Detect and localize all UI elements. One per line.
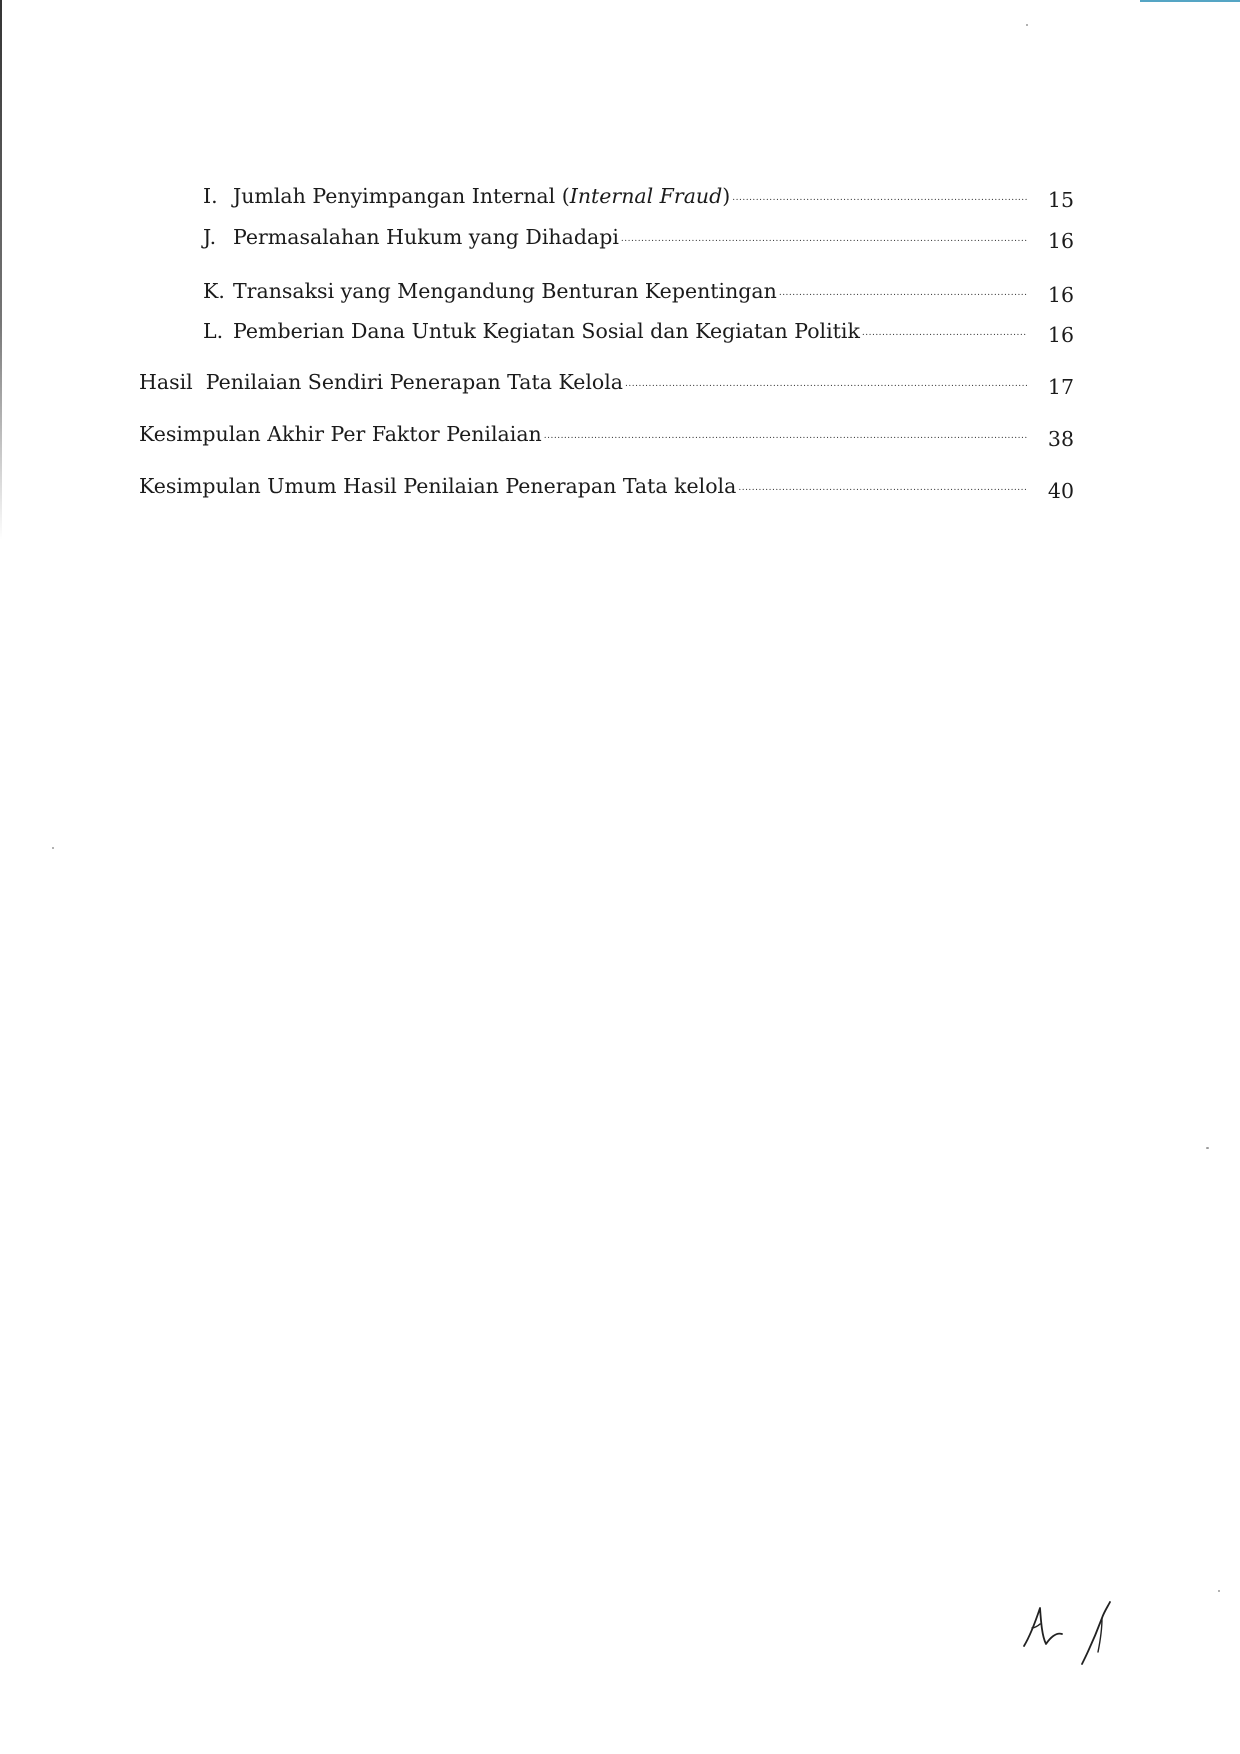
toc-entry-title: Pemberian Dana Untuk Kegiatan Sosial dan Kegiatan Politik [233, 319, 860, 343]
toc-entry[interactable] [203, 184, 1031, 209]
toc-dot-leader [862, 328, 1027, 344]
toc-dot-leader [625, 379, 1027, 395]
toc-entry[interactable] [139, 474, 1031, 499]
toc-entry[interactable] [203, 319, 1031, 344]
toc-entry[interactable] [203, 279, 1031, 304]
toc-entry-title: Permasalahan Hukum yang Dihadapi [233, 225, 619, 249]
toc-entry-page-number: 15 [1047, 188, 1074, 212]
toc-entry[interactable] [139, 422, 1031, 447]
toc-dot-leader [732, 193, 1027, 209]
toc-entry-title: Kesimpulan Umum Hasil Penilaian Penerapan Tata kelola [139, 474, 737, 498]
toc-entry-page-number: 16 [1047, 323, 1074, 347]
toc-dot-leader [779, 288, 1027, 304]
toc-entry-marker: L. [203, 319, 224, 343]
toc-entry-page-number: 40 [1047, 479, 1074, 503]
toc-entry-page-number: 16 [1047, 283, 1074, 307]
toc-entry[interactable] [139, 370, 1031, 395]
toc-entry[interactable] [203, 225, 1031, 250]
toc-entry-title: Kesimpulan Akhir Per Faktor Penilaian [139, 422, 542, 446]
toc-dot-leader [621, 234, 1027, 250]
toc-entry-page-number: 38 [1047, 427, 1074, 451]
toc-entry-title: Hasil Penilaian Sendiri Penerapan Tata Kelola [139, 370, 624, 394]
toc-entry-marker: J. [203, 225, 217, 249]
toc-entry-title: Jumlah Penyimpangan Internal (Internal Fraud) [233, 184, 731, 208]
scan-speck [1218, 1590, 1220, 1592]
toc-entry-marker: I. [203, 184, 218, 208]
handwritten-initials-signature [1018, 1598, 1124, 1666]
toc-entry-marker: K. [203, 279, 225, 303]
toc-entry-page-number: 17 [1047, 375, 1074, 399]
toc-entry-title: Transaksi yang Mengandung Benturan Kepentingan [233, 279, 777, 303]
scan-speck [1206, 1147, 1209, 1149]
toc-dot-leader [738, 483, 1027, 499]
toc-dot-leader [544, 431, 1027, 447]
table-of-contents [0, 0, 1240, 600]
toc-entry-page-number: 16 [1047, 229, 1074, 253]
scan-speck [52, 847, 54, 849]
